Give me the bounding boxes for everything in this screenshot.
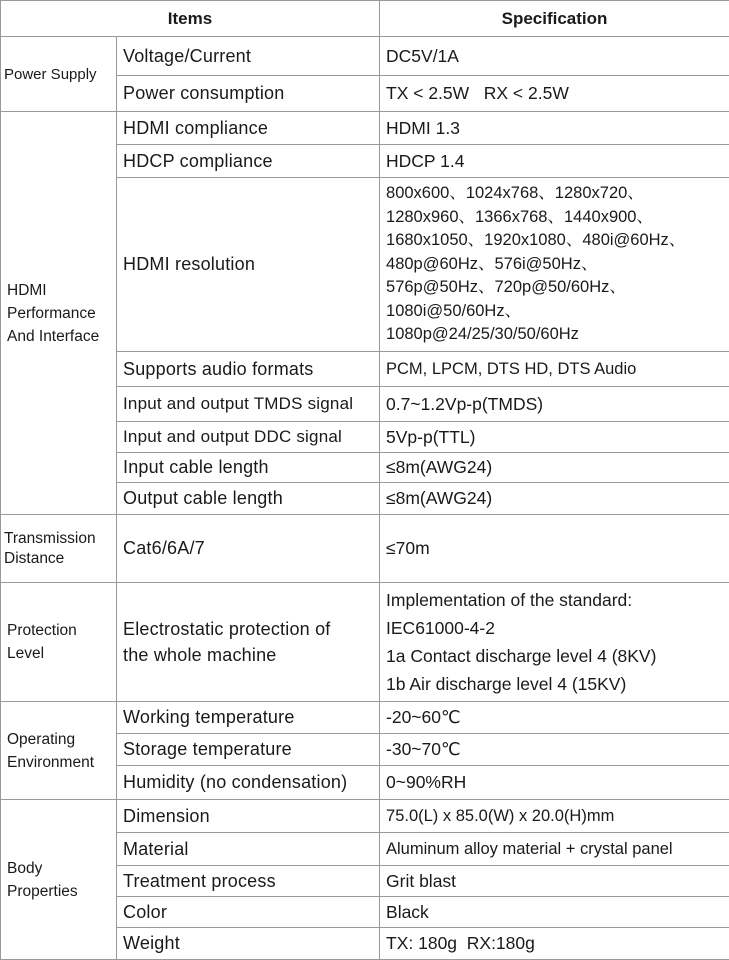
category-label: Level bbox=[7, 645, 45, 662]
spec-cell: ≤70m bbox=[380, 515, 729, 583]
item-cell: HDMI resolution bbox=[117, 178, 380, 352]
category-operating-environment bbox=[1, 702, 117, 800]
resolution-line: 1080p@24/25/30/50/60Hz bbox=[386, 325, 579, 344]
item-cell: Input and output TMDS signal bbox=[117, 387, 380, 422]
category-protection-level bbox=[1, 583, 117, 702]
table-row bbox=[1, 583, 729, 702]
spec-line: Implementation of the standard: bbox=[386, 590, 633, 610]
item-cell bbox=[117, 583, 380, 702]
spec-cell: Aluminum alloy material + crystal panel bbox=[380, 833, 729, 866]
table-row bbox=[1, 800, 729, 833]
category-label: Environment bbox=[7, 753, 95, 771]
table-row bbox=[1, 112, 729, 145]
spec-cell: Grit blast bbox=[380, 866, 729, 897]
spec-cell: TX < 2.5W RX < 2.5W bbox=[380, 76, 729, 112]
item-line: Electrostatic protection of bbox=[123, 619, 331, 639]
category-label: Protection bbox=[7, 622, 77, 639]
item-cell: HDCP compliance bbox=[117, 145, 380, 178]
category-label: Properties bbox=[7, 882, 78, 900]
category-label: And Interface bbox=[7, 327, 100, 345]
category-transmission-distance bbox=[1, 515, 117, 583]
item-cell: Treatment process bbox=[117, 866, 380, 897]
spec-cell: -30~70℃ bbox=[380, 734, 729, 766]
item-cell: Storage temperature bbox=[117, 734, 380, 766]
item-cell: Material bbox=[117, 833, 380, 866]
item-cell: Humidity (no condensation) bbox=[117, 766, 380, 800]
item-cell: Input and output DDC signal bbox=[117, 422, 380, 453]
resolution-line: 1080i@50/60Hz、 bbox=[386, 301, 522, 320]
spec-cell: -20~60℃ bbox=[380, 702, 729, 734]
spec-cell bbox=[380, 583, 729, 702]
resolution-line: 800x600、1024x768、1280x720、 bbox=[386, 184, 644, 203]
category-label: Transmission bbox=[4, 529, 96, 547]
header-row bbox=[1, 1, 729, 37]
item-cell: Working temperature bbox=[117, 702, 380, 734]
category-label: Body bbox=[7, 859, 43, 877]
spec-line: IEC61000-4-2 bbox=[386, 618, 495, 638]
spec-cell: 75.0(L) x 85.0(W) x 20.0(H)mm bbox=[380, 800, 729, 833]
table-row bbox=[1, 702, 729, 734]
item-cell: Power consumption bbox=[117, 76, 380, 112]
spec-cell: HDMI 1.3 bbox=[380, 112, 729, 145]
items-header: Items bbox=[1, 1, 380, 37]
item-cell: Weight bbox=[117, 928, 380, 960]
table-row bbox=[1, 515, 729, 583]
category-label: Distance bbox=[4, 549, 65, 567]
category-hdmi-performance bbox=[1, 112, 117, 515]
item-cell: Color bbox=[117, 897, 380, 928]
spec-cell: TX: 180g RX:180g bbox=[380, 928, 729, 960]
spec-line: 1a Contact discharge level 4 (8KV) bbox=[386, 646, 657, 666]
spec-cell: 0~90%RH bbox=[380, 766, 729, 800]
spec-cell: HDCP 1.4 bbox=[380, 145, 729, 178]
category-label: Performance bbox=[7, 304, 96, 322]
resolution-line: 1280x960、1366x768、1440x900、 bbox=[386, 207, 653, 226]
spec-cell: ≤8m(AWG24) bbox=[380, 453, 729, 483]
category-body-properties bbox=[1, 800, 117, 960]
spec-cell: ≤8m(AWG24) bbox=[380, 483, 729, 515]
item-cell: Dimension bbox=[117, 800, 380, 833]
resolution-line: 1680x1050、1920x1080、480i@60Hz、 bbox=[386, 231, 686, 250]
category-label: Operating bbox=[7, 730, 76, 748]
item-cell: Supports audio formats bbox=[117, 352, 380, 387]
table-row bbox=[1, 37, 729, 76]
spec-line: 1b Air discharge level 4 (15KV) bbox=[386, 674, 627, 694]
item-cell: HDMI compliance bbox=[117, 112, 380, 145]
item-cell: Input cable length bbox=[117, 453, 380, 483]
spec-cell: PCM, LPCM, DTS HD, DTS Audio bbox=[380, 352, 729, 387]
spec-cell: Black bbox=[380, 897, 729, 928]
specification-header: Specification bbox=[380, 1, 729, 37]
spec-cell: DC5V/1A bbox=[380, 37, 729, 76]
item-cell: Cat6/6A/7 bbox=[117, 515, 380, 583]
spec-cell: 0.7~1.2Vp-p(TMDS) bbox=[380, 387, 729, 422]
item-cell: Voltage/Current bbox=[117, 37, 380, 76]
category-label: Power Supply bbox=[4, 65, 97, 83]
item-line: the whole machine bbox=[123, 645, 277, 665]
resolution-line: 576p@50Hz、720p@50/60Hz、 bbox=[386, 278, 626, 297]
spec-cell-resolutions bbox=[380, 178, 729, 352]
item-cell: Output cable length bbox=[117, 483, 380, 515]
spec-cell: 5Vp-p(TTL) bbox=[380, 422, 729, 453]
category-power-supply bbox=[1, 37, 117, 112]
resolution-line: 480p@60Hz、576i@50Hz、 bbox=[386, 254, 598, 273]
category-label: HDMI bbox=[7, 281, 47, 299]
